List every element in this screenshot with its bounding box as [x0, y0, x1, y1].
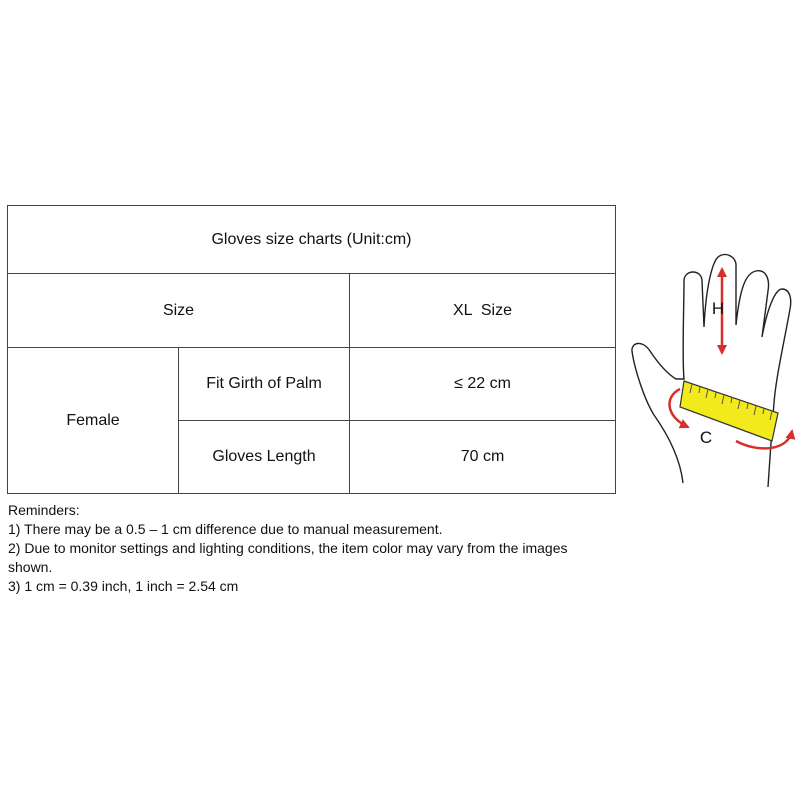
- reminder-item: 1) There may be a 0.5 – 1 cm difference due to manual measurement.: [8, 521, 443, 537]
- hand-outline: [632, 255, 791, 487]
- height-label: H: [711, 299, 725, 318]
- hand-measurement-diagram: [628, 247, 800, 497]
- reminder-item: 2) Due to monitor settings and lighting conditions, the item color may vary from the images shown.: [8, 540, 568, 575]
- reminders-heading: Reminders:: [8, 502, 80, 518]
- glove-length-label: Gloves Length: [179, 421, 350, 494]
- size-header-label: Size: [8, 274, 350, 348]
- palm-girth-value: ≤ 22 cm: [350, 348, 616, 421]
- glove-length-value: 70 cm: [350, 421, 616, 494]
- reminder-item: 3) 1 cm = 0.39 inch, 1 inch = 2.54 cm: [8, 578, 239, 594]
- table-title: Gloves size charts (Unit:cm): [8, 206, 616, 274]
- palm-girth-label: Fit Girth of Palm: [179, 348, 350, 421]
- size-header-value: XL Size: [350, 274, 616, 348]
- circumference-label: C: [699, 428, 713, 447]
- size-chart-table: [7, 205, 616, 494]
- reminders-section: [8, 501, 598, 596]
- gender-label: Female: [8, 348, 179, 494]
